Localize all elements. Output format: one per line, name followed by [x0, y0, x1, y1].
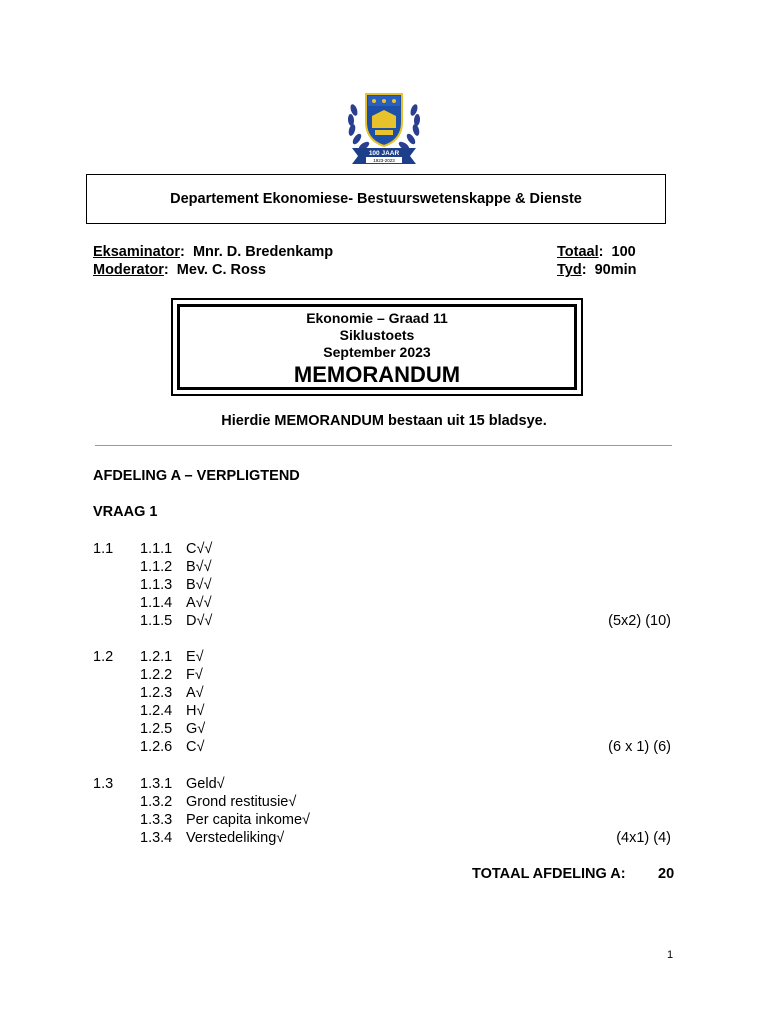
sub-question-number: 1.2.4 — [140, 703, 173, 719]
total-value: 100 — [611, 244, 636, 260]
answer: A√ — [186, 685, 204, 701]
answer: Verstedeliking√ — [186, 830, 285, 846]
sub-question-number: 1.3.4 — [140, 830, 173, 846]
answer: A√√ — [186, 595, 212, 611]
total-label: Totaal — [557, 244, 599, 260]
answer: Per capita inkome√ — [186, 812, 311, 828]
sub-question-number: 1.3.2 — [140, 794, 173, 810]
answer: G√ — [186, 721, 206, 737]
answer: E√ — [186, 649, 204, 665]
subject-grade: Ekonomie – Graad 11 — [306, 310, 448, 326]
test-type: Siklustoets — [339, 327, 415, 343]
sub-question-number: 1.2.5 — [140, 721, 173, 737]
examiner-line: Eksaminator: Mnr. D. Bredenkamp — [93, 244, 334, 260]
section-heading: AFDELING A – VERPLIGTEND — [93, 468, 300, 484]
sub-question-number: 1.3.1 — [140, 776, 173, 792]
sub-question-number: 1.2.1 — [140, 649, 173, 665]
sub-question-number: 1.2.2 — [140, 667, 173, 683]
question-number: 1.2 — [93, 649, 114, 665]
answer: Grond restitusie√ — [186, 794, 297, 810]
moderator-value: Mev. C. Ross — [176, 262, 266, 278]
sub-question-number: 1.2.3 — [140, 685, 173, 701]
answer: C√ — [186, 739, 205, 755]
sub-question-number: 1.2.6 — [140, 739, 173, 755]
moderator-label: Moderator — [93, 262, 164, 278]
sub-question-number: 1.1.4 — [140, 595, 173, 611]
title-box — [171, 298, 583, 396]
sub-question-number: 1.1.3 — [140, 577, 173, 593]
school-crest-logo — [344, 88, 424, 168]
answer: F√ — [186, 667, 203, 683]
moderator-line: Moderator: Mev. C. Ross — [93, 262, 266, 278]
answer: C√√ — [186, 541, 213, 557]
question-marks: (5x2) (10) — [608, 613, 671, 629]
pages-note: Hierdie MEMORANDUM bestaan uit 15 bladsye. — [221, 413, 547, 429]
answer: Geld√ — [186, 776, 225, 792]
title-box-inner — [177, 304, 577, 390]
answer: D√√ — [186, 613, 213, 629]
memorandum-heading: MEMORANDUM — [293, 362, 461, 387]
sub-question-number: 1.1.5 — [140, 613, 173, 629]
section-total-value: 20 — [658, 866, 675, 882]
answer: H√ — [186, 703, 205, 719]
department-box — [86, 174, 666, 224]
question-marks: (6 x 1) (6) — [608, 739, 671, 755]
time-value: 90min — [594, 262, 637, 278]
question-number: 1.3 — [93, 776, 114, 792]
logo-years-text: 1923-2023 — [373, 158, 395, 163]
examiner-label: Eksaminator — [93, 244, 181, 260]
section-total-label: TOTAAL AFDELING A: — [472, 866, 626, 882]
test-date: September 2023 — [323, 344, 431, 360]
logo-banner-text: 100 JAAR — [368, 150, 400, 157]
question-number: 1.1 — [93, 541, 114, 557]
question-marks: (4x1) (4) — [616, 830, 671, 846]
sub-question-number: 1.3.3 — [140, 812, 173, 828]
divider-line — [95, 445, 672, 446]
sub-question-number: 1.1.2 — [140, 559, 173, 575]
answer: B√√ — [186, 577, 212, 593]
answer: B√√ — [186, 559, 212, 575]
sub-question-number: 1.1.1 — [140, 541, 173, 557]
time-label: Tyd — [557, 262, 582, 278]
time-line: Tyd: 90min — [557, 262, 637, 278]
page-number: 1 — [667, 949, 674, 961]
department-name: Departement Ekonomiese- Bestuurswetenskappe & Dienste — [170, 191, 582, 207]
examiner-value: Mnr. D. Bredenkamp — [192, 244, 334, 260]
total-line: Totaal: 100 — [557, 244, 636, 260]
question-heading: VRAAG 1 — [93, 504, 158, 520]
